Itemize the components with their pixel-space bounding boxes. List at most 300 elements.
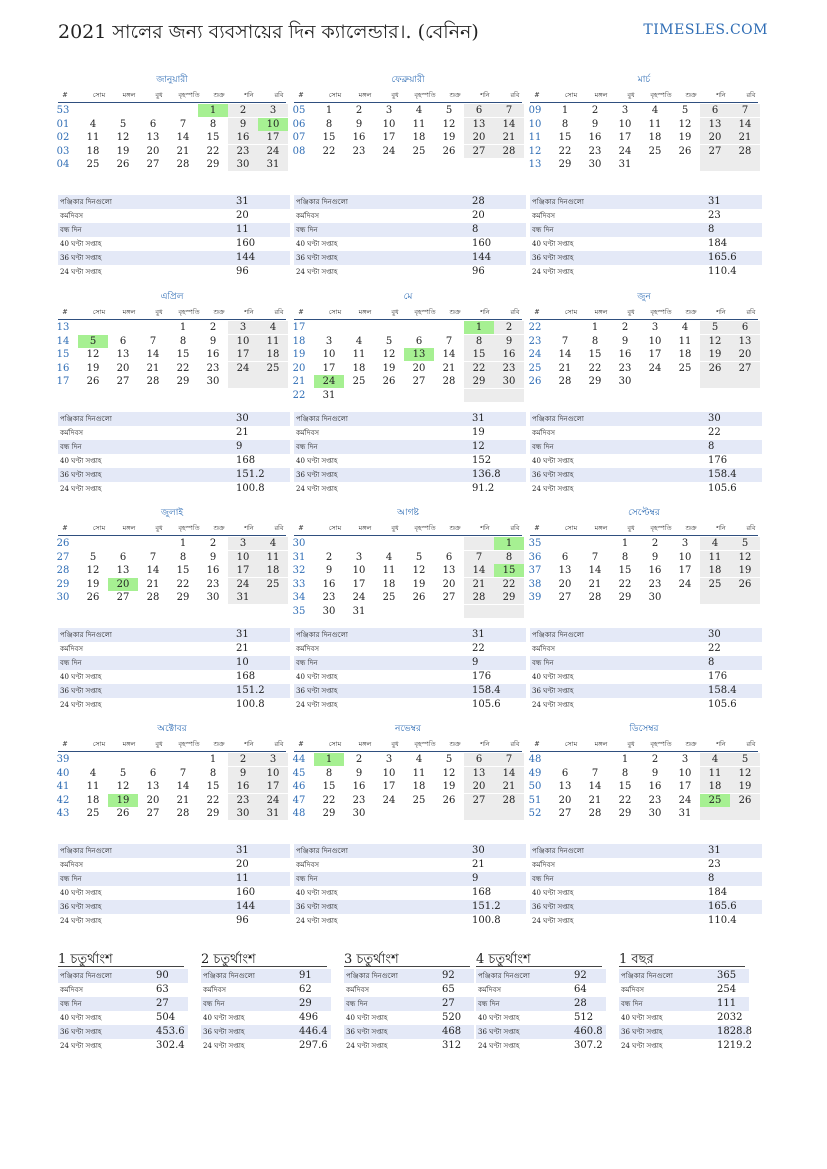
weekday-header: মঙ্গল [358,524,372,532]
stats-value: 30 [472,845,485,856]
weekday-header: শুক্র [685,524,697,532]
stats-row [530,670,762,684]
day-cell: 28 [558,376,572,387]
stats-row [58,454,290,468]
day-cell: 8 [464,335,494,348]
day-cell: 30 [588,159,602,170]
weekday-header: সোম [564,740,578,748]
day-cell: 2 [228,104,258,117]
day-cell [670,158,700,171]
day-cell: 15 [206,781,220,792]
quarter-title: 2 চতুর্থাংশ [201,950,327,967]
day-cell: 12 [86,349,100,360]
quarter-stats-label: 36 ঘণ্টা সপ্তাহ [621,1028,663,1036]
quarter-title: 3 চতুর্থাংশ [344,950,470,967]
day-cell: 29 [618,592,632,603]
day-cell: 20 [730,348,760,361]
quarter-stats-row [619,1025,752,1039]
stats-label: 40 ঘণ্টা সপ্তাহ [60,673,102,681]
stats-label: 24 ঘণ্টা সপ্তাহ [532,917,574,925]
day-cell: 26 [442,794,456,806]
day-cell: 1 [209,754,217,765]
month-stats-table [58,628,290,712]
day-cell: 19 [700,348,730,361]
stats-row [58,914,290,928]
day-cell: 26 [412,592,426,603]
stats-row [530,642,762,656]
week-number: 14 [56,335,70,347]
day-cell: 10 [678,767,692,779]
stats-value: 105.6 [708,483,737,494]
weekday-header: মঙ্গল [358,308,372,316]
weekday-header: রবি [274,740,284,748]
day-cell: 28 [442,376,456,387]
stats-row [530,872,762,886]
day-cell: 30 [352,808,366,819]
weekday-header: বৃহস্পতি [414,524,436,532]
stats-label: 40 ঘণ্টা সপ্তাহ [532,240,574,248]
day-cell: 8 [179,551,187,563]
stats-value: 30 [708,413,721,424]
day-cell: 27 [700,145,730,158]
stats-value: 158.4 [472,685,501,696]
weekday-header: # [62,308,68,316]
weekday-header: শনি [480,740,490,748]
day-cell [314,321,344,334]
stats-label: 36 ঘণ্টা সপ্তাহ [296,471,338,479]
stats-row [58,628,290,642]
weekday-header: শনি [244,524,254,532]
month-name: জানুয়ারী [156,75,188,85]
week-number: 11 [528,132,542,143]
stats-label: কর্মদিবস [532,645,555,653]
day-cell: 1 [621,754,629,765]
quarter-title: 1 চতুর্থাংশ [58,950,184,967]
day-cell: 23 [352,145,366,157]
day-cell: 18 [258,564,288,577]
day-cell: 24 [648,362,662,374]
day-cell: 9 [621,335,629,347]
day-cell: 13 [404,348,434,361]
day-cell: 19 [382,362,396,374]
day-cell: 21 [494,131,524,144]
day-cell: 14 [588,781,602,792]
day-cell: 27 [442,592,456,603]
day-cell: 18 [648,132,662,143]
day-cell: 13 [558,565,572,576]
day-cell: 26 [730,794,760,807]
weekday-header: শনি [480,91,490,99]
stats-value: 20 [236,859,249,870]
stats-row [294,872,526,886]
day-cell [404,389,434,402]
quarter-stats-value: 92 [574,970,587,981]
day-cell: 14 [494,118,524,131]
stats-value: 168 [236,455,256,466]
quarter-stats-value: 92 [442,970,455,981]
weekday-header: শনি [244,91,254,99]
stats-label: পঞ্জিকার দিনগুলো [532,847,584,855]
stats-value: 31 [472,629,485,640]
week-number: 47 [292,794,306,806]
quarter-stats-value: 512 [574,1012,594,1023]
weekday-header: রবি [746,91,756,99]
quarter-stats-row [201,1025,331,1039]
stats-label: 36 ঘণ্টা সপ্তাহ [296,903,338,911]
day-cell: 27 [116,592,130,603]
stats-label: 36 ঘণ্টা সপ্তাহ [532,254,574,262]
day-cell: 20 [412,362,426,374]
stats-label: কর্মদিবস [296,429,319,437]
stats-value: 8 [708,441,715,452]
stats-value: 144 [236,901,256,912]
stats-value: 158.4 [708,685,737,696]
stats-row [294,684,526,698]
weekday-header-row [58,739,286,752]
day-cell: 28 [146,592,160,603]
stats-value: 12 [472,441,485,452]
stats-label: বন্ধ দিন [296,875,318,883]
stats-row [294,209,526,223]
month-calendar [294,721,522,821]
day-cell: 1 [591,322,599,333]
day-cell: 19 [116,145,130,157]
stats-value: 151.2 [472,901,501,912]
day-cell: 20 [558,578,572,590]
day-cell: 6 [464,104,494,117]
weekday-header: বৃহস্পতি [650,524,672,532]
stats-label: 24 ঘণ্টা সপ্তাহ [296,485,338,493]
day-cell: 22 [618,794,632,806]
stats-row [294,237,526,251]
day-cell: 30 [322,605,336,617]
day-cell: 20 [146,794,160,806]
month-calendar [58,721,286,821]
weekday-header: বুধ [627,91,635,99]
day-cell: 23 [494,362,524,375]
stats-value: 168 [472,887,492,898]
day-cell: 10 [258,767,288,780]
quarter-stats-label: পঞ্জিকার দিনগুলো [203,972,255,980]
day-cell: 25 [700,794,730,807]
stats-label: কর্মদিবস [60,212,83,220]
day-cell: 2 [651,754,659,765]
weekday-header: রবি [510,308,520,316]
day-cell: 3 [258,104,288,117]
day-cell [700,591,730,604]
stats-label: 24 ঘণ্টা সপ্তাহ [296,701,338,709]
day-cell: 7 [561,335,569,347]
quarter-stats-label: 40 ঘণ্টা সপ্তাহ [346,1014,388,1022]
day-cell: 19 [442,132,456,143]
day-cell: 14 [464,564,494,577]
quarter-stats-row [201,997,331,1011]
weekday-header: # [298,308,304,316]
stats-value: 151.2 [236,469,265,480]
day-cell: 9 [651,767,659,779]
day-cell: 11 [352,349,366,360]
week-number: 30 [292,538,306,549]
stats-value: 20 [472,210,485,221]
day-cell: 14 [588,565,602,576]
day-cell: 4 [415,105,423,116]
stats-row [58,440,290,454]
weekday-header: মঙ্গল [594,740,608,748]
day-cell: 17 [258,131,288,144]
weekday-header: সোম [328,524,342,532]
day-cell: 5 [385,335,393,347]
weekday-header: মঙ্গল [122,308,136,316]
day-cell: 24 [382,145,396,157]
weekday-header: সোম [328,91,342,99]
day-cell: 11 [86,132,100,143]
day-cell: 9 [494,335,524,348]
day-cell: 18 [700,564,730,577]
month-calendar [530,505,758,605]
stats-value: 144 [236,252,256,263]
day-cell: 15 [176,565,190,576]
day-cell [344,537,374,550]
day-cell: 9 [228,767,258,780]
day-cell [730,807,760,820]
day-cell: 28 [146,376,160,387]
day-cell: 12 [700,335,730,348]
stats-label: পঞ্জিকার দিনগুলো [296,415,348,423]
quarter-summary [344,953,476,1053]
weekday-header: রবি [510,524,520,532]
weekday-header-row [294,90,522,103]
day-cell: 27 [730,362,760,375]
quarter-stats-row [476,969,606,983]
stats-row [294,265,526,279]
month-name: সেপ্টেম্বর [628,508,660,518]
stats-value: 31 [236,845,249,856]
day-cell: 12 [442,118,456,130]
day-cell: 21 [442,362,456,374]
stats-row [530,265,762,279]
quarter-summary [58,953,190,1053]
quarter-stats-label: 24 ঘণ্টা সপ্তাহ [203,1042,245,1050]
day-cell: 16 [352,132,366,143]
quarter-stats-label: পঞ্জিকার দিনগুলো [621,972,673,980]
quarter-stats-row [619,983,749,997]
day-cell: 12 [442,767,456,779]
weekday-header: শুক্র [449,308,461,316]
stats-row [294,412,526,426]
stats-row [58,251,290,265]
day-cell: 25 [382,592,396,603]
weekday-header-row [530,90,758,103]
day-cell: 26 [86,376,100,387]
month-name: ফেব্রুয়ারী [391,75,425,85]
day-cell: 22 [618,578,632,590]
stats-row [530,914,762,928]
day-cell [138,753,168,766]
week-number: 22 [292,389,306,401]
quarter-stats-row [201,1011,331,1025]
stats-value: 11 [236,224,249,235]
stats-label: 40 ঘণ্টা সপ্তাহ [296,240,338,248]
week-number: 53 [56,105,70,116]
day-cell: 21 [558,362,572,374]
stats-value: 165.6 [708,901,737,912]
quarter-stats-value: 312 [442,1040,462,1051]
day-cell: 27 [116,376,130,387]
day-cell: 18 [382,578,396,590]
week-number: 32 [292,565,306,576]
day-cell: 4 [355,335,363,347]
day-cell: 8 [325,118,333,130]
day-cell [78,104,108,117]
stats-label: 36 ঘণ্টা সপ্তাহ [532,687,574,695]
stats-row [530,886,762,900]
stats-value: 96 [236,266,249,277]
weekday-header: মঙ্গল [358,740,372,748]
stats-label: 40 ঘণ্টা সপ্তাহ [60,457,102,465]
day-cell: 2 [494,321,524,334]
week-number: 52 [528,808,542,819]
day-cell: 18 [258,348,288,361]
quarter-stats-label: 24 ঘণ্টা সপ্তাহ [621,1042,663,1050]
stats-row [294,914,526,928]
week-number: 03 [56,145,70,157]
stats-row [294,628,526,642]
day-cell [550,321,580,334]
day-cell: 13 [464,118,494,131]
quarter-stats-value: 90 [156,970,169,981]
day-cell: 6 [149,118,157,130]
month-name: মে [403,292,413,302]
stats-label: 40 ঘণ্টা সপ্তাহ [60,240,102,248]
day-cell: 25 [258,362,288,375]
day-cell: 4 [258,537,288,550]
day-cell: 26 [442,145,456,157]
day-cell: 31 [322,389,336,401]
quarter-stats-label: 36 ঘণ্টা সপ্তাহ [478,1028,520,1036]
stats-label: কর্মদিবস [60,861,83,869]
stats-value: 160 [236,887,256,898]
stats-label: বন্ধ দিন [60,226,82,234]
day-cell [434,321,464,334]
day-cell: 25 [412,794,426,806]
weekday-header: সোম [92,91,106,99]
stats-row [294,670,526,684]
day-cell: 18 [412,132,426,143]
day-cell: 29 [588,376,602,387]
stats-row [294,251,526,265]
stats-row [530,482,762,496]
day-cell: 3 [681,538,689,549]
day-cell [374,537,404,550]
stats-label: 24 ঘণ্টা সপ্তাহ [60,268,102,276]
day-cell: 24 [258,145,288,158]
day-cell: 2 [621,322,629,333]
day-cell: 12 [116,781,130,792]
day-cell: 10 [678,551,692,563]
week-number: 26 [528,376,542,387]
stats-label: বন্ধ দিন [296,443,318,451]
day-cell: 16 [228,131,258,144]
day-cell: 18 [412,781,426,792]
day-cell: 24 [678,794,692,806]
quarter-stats-value: 28 [574,998,587,1009]
stats-value: 160 [236,238,256,249]
day-cell [580,753,610,766]
day-cell: 14 [176,781,190,792]
week-number: 35 [528,538,542,549]
day-cell: 31 [678,808,692,819]
week-number: 36 [528,551,542,563]
stats-label: পঞ্জিকার দিনগুলো [532,415,584,423]
day-cell: 31 [228,591,258,604]
quarter-stats-row [476,983,606,997]
day-cell: 12 [382,349,396,360]
day-cell: 24 [228,578,258,591]
day-cell [730,158,760,171]
day-cell: 1 [179,538,187,549]
day-cell: 4 [258,321,288,334]
month-calendar [294,72,522,158]
weekday-header: # [298,524,304,532]
day-cell: 7 [149,335,157,347]
quarter-stats-row [58,1025,188,1039]
quarter-stats-label: বন্ধ দিন [203,1000,225,1008]
stats-label: 24 ঘণ্টা সপ্তাহ [60,917,102,925]
stats-row [58,670,290,684]
day-cell: 13 [700,118,730,131]
day-cell: 1 [325,105,333,116]
day-cell [464,537,494,550]
day-cell: 4 [385,551,393,563]
stats-value: 23 [708,210,721,221]
stats-value: 23 [708,859,721,870]
day-cell: 18 [352,362,366,374]
quarter-stats-row [476,1025,606,1039]
week-number: 20 [292,362,306,374]
quarter-stats-row [58,983,188,997]
day-cell: 8 [621,551,629,563]
stats-label: 36 ঘণ্টা সপ্তাহ [296,254,338,262]
day-cell: 16 [206,565,220,576]
stats-row [530,237,762,251]
day-cell: 29 [322,808,336,819]
day-cell: 22 [206,794,220,806]
weekday-header: বুধ [155,308,163,316]
stats-row [58,858,290,872]
stats-value: 9 [472,873,479,884]
weekday-header: সোম [564,91,578,99]
quarter-stats-value: 111 [717,998,737,1009]
month-stats-table [58,195,290,279]
quarter-stats-row [58,997,188,1011]
quarter-summary [619,953,751,1053]
day-cell: 1 [621,538,629,549]
week-number: 45 [292,767,306,779]
day-cell: 23 [228,145,258,158]
weekday-header: শনি [716,91,726,99]
day-cell [108,104,138,117]
stats-value: 31 [236,629,249,640]
site-brand-link[interactable]: TIMESLES.COM [643,22,768,38]
weekday-header-row [530,739,758,752]
stats-row [294,858,526,872]
stats-label: কর্মদিবস [60,429,83,437]
day-cell: 12 [678,118,692,130]
week-number: 15 [56,349,70,360]
week-number: 46 [292,781,306,792]
week-number: 34 [292,592,306,603]
quarter-stats-row [58,1039,188,1053]
